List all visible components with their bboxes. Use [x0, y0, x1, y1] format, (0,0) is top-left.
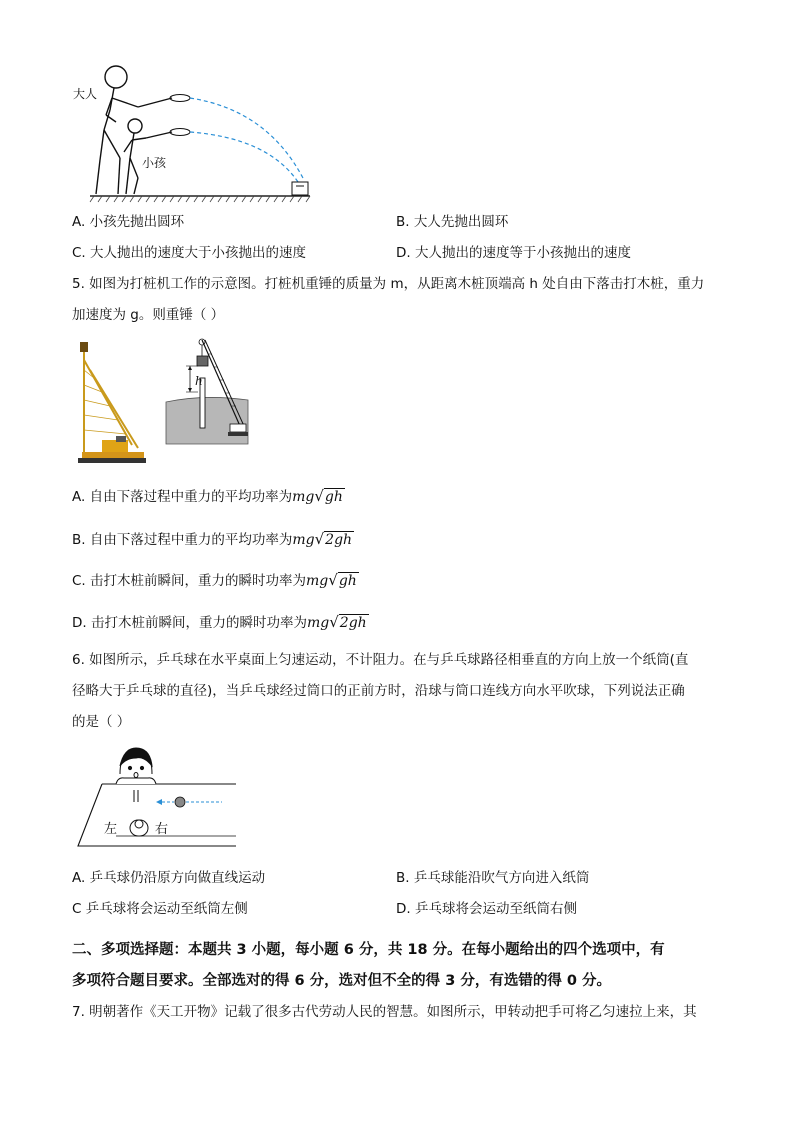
sqrt-symbol-icon: √ [314, 530, 325, 548]
adult-figure [96, 66, 172, 194]
sqrt-symbol-icon: √ [314, 487, 324, 505]
q6-stem-line2: 径略大于乒乓球的直径)，当乒乓球经过筒口的正前方时，沿球与筒口连线方向水平吹球，下列说法正确 [72, 683, 685, 699]
q6-option-b: B. 乒乓球能沿吹气方向进入纸筒 [396, 870, 590, 886]
ping-pong-ball [175, 797, 185, 807]
q5-option-a-mg: mg [292, 489, 315, 505]
q5-option-d-mg: mg [306, 615, 330, 631]
q6-option-d: D. 乒乓球将会运动至纸筒右侧 [396, 901, 577, 917]
q5-option-c-radicand: gh [338, 573, 357, 589]
q6-stem-line1: 6. 如图所示，乒乓球在水平桌面上匀速运动，不计阻力。在与乒乓球路径相垂直的方向上放一个纸筒(直 [72, 652, 689, 668]
sqrt-symbol-icon: √ [328, 571, 338, 589]
q5-option-a-text: A. 自由下落过程中重力的平均功率为 [72, 489, 293, 505]
q5-option-d-radicand: 2gh [339, 615, 367, 631]
label-right: 右 [155, 822, 169, 837]
label-h: h [195, 374, 203, 388]
child-ring [170, 129, 190, 136]
label-adult: 大人 [73, 87, 98, 101]
q5-option-c-text: C. 击打木桩前瞬间，重力的瞬时功率为 [72, 573, 307, 589]
q7-stem-line1: 7. 明朝著作《天工开物》记载了很多古代劳动人民的智慧。如图所示，甲转动把手可将乙匀速拉上来，其 [72, 1004, 697, 1020]
target-box [292, 182, 308, 195]
paper-tube [130, 820, 148, 836]
q5-option-b-text: B. 自由下落过程中重力的平均功率为 [72, 532, 293, 548]
q6-stem-line3: 的是（ ） [72, 714, 131, 730]
q5-option-b-mg: mg [292, 532, 315, 548]
q5-option-d [72, 612, 369, 633]
sqrt-symbol-icon: √ [329, 613, 339, 631]
q6-option-a: A. 乒乓球仍沿原方向做直线运动 [72, 870, 266, 886]
person-figure [116, 748, 156, 784]
q4-option-a: A. 小孩先抛出圆环 [72, 214, 185, 230]
q5-option-b-radicand: 2gh [325, 532, 353, 548]
q6-option-c: C 乒乓球将会运动至纸筒左侧 [72, 901, 248, 917]
q4-option-b: B. 大人先抛出圆环 [396, 214, 509, 230]
pile-driver-photo [72, 340, 152, 470]
q5-stem-line2: 加速度为 g。则重锤（ ） [72, 307, 225, 323]
adult-ring [170, 95, 190, 102]
label-child: 小孩 [142, 156, 167, 170]
pile-driver-diagram [164, 334, 250, 446]
q5-option-d-text: D. 击打木桩前瞬间，重力的瞬时功率为 [72, 615, 307, 631]
q5-option-a [72, 486, 345, 507]
q4-option-d: D. 大人抛出的速度等于小孩抛出的速度 [396, 245, 631, 261]
child-trajectory [190, 132, 298, 182]
q5-option-a-radicand: gh [324, 489, 343, 505]
q4-option-c: C. 大人抛出的速度大于小孩抛出的速度 [72, 245, 307, 261]
q5-option-b [72, 529, 354, 550]
adult-trajectory [190, 98, 304, 180]
q4-figure [68, 60, 328, 208]
section2-line1: 二、多项选择题：本题共 3 小题，每小题 6 分，共 18 分。在每小题给出的四个选项中，有 [72, 942, 665, 958]
section2-line2: 多项符合题目要求。全部选对的得 6 分，选对但不全的得 3 分，有选错的得 0 分。 [72, 973, 612, 989]
label-left: 左 [104, 822, 118, 837]
q5-stem-line1: 5. 如图为打桩机工作的示意图。打桩机重锤的质量为 m，从距离木桩顶端高 h 处自由下落击打木桩，重力 [72, 276, 705, 292]
q5-option-c [72, 570, 359, 591]
q5-option-c-mg: mg [306, 573, 329, 589]
